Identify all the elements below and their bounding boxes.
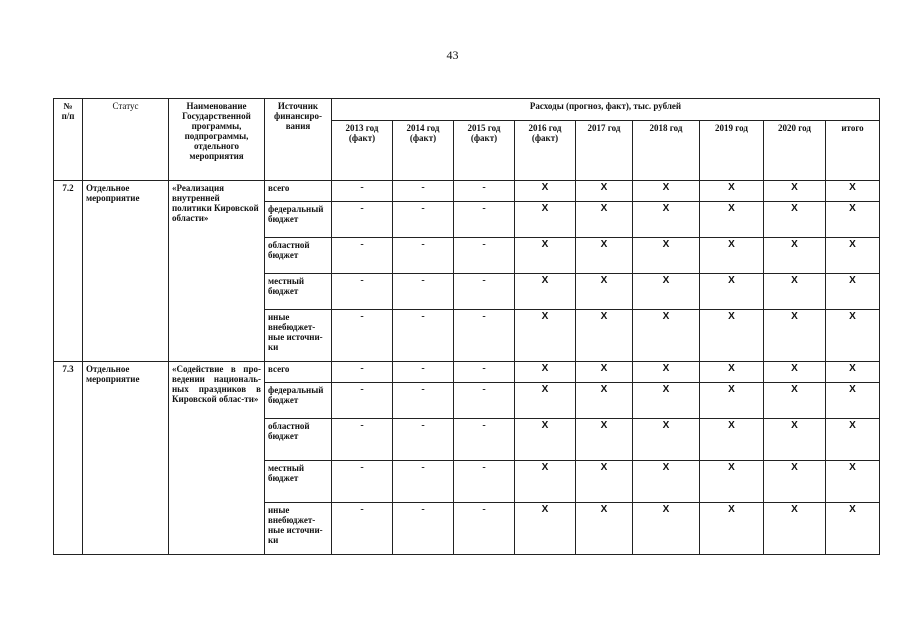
expense-cell: -	[393, 181, 454, 202]
row-status: Отдельное мероприятие	[83, 362, 169, 555]
header-source: Источник финансиро-вания	[265, 99, 332, 181]
funding-source: иные внебюджет-ные источни-ки	[265, 503, 332, 555]
expense-cell: X	[826, 461, 880, 503]
expense-cell: X	[515, 362, 576, 383]
expense-cell: X	[700, 202, 764, 238]
budget-table	[53, 98, 880, 555]
expense-cell: -	[393, 274, 454, 310]
expense-cell: X	[826, 310, 880, 362]
expense-cell: X	[764, 461, 826, 503]
expense-cell: X	[515, 419, 576, 461]
expense-cell: -	[454, 238, 515, 274]
header-name: Наименование Государственной программы, подпрограммы, отдельного мероприятия	[169, 99, 265, 181]
expense-cell: X	[576, 274, 633, 310]
expense-cell: X	[764, 362, 826, 383]
expense-cell: X	[764, 419, 826, 461]
expense-cell: X	[764, 310, 826, 362]
expense-cell: X	[764, 202, 826, 238]
expense-cell: -	[454, 274, 515, 310]
row-measure-name: «Содействие в про-ведении националь-ных праздников в Кировской облас-ти»	[169, 362, 265, 555]
expense-cell: X	[700, 362, 764, 383]
expense-cell: -	[332, 238, 393, 274]
expense-cell: X	[515, 310, 576, 362]
expense-cell: -	[454, 383, 515, 419]
expense-cell: X	[576, 181, 633, 202]
expense-cell: X	[576, 419, 633, 461]
expense-cell: X	[633, 202, 700, 238]
expense-cell: X	[633, 383, 700, 419]
header-num: № п/п	[54, 99, 83, 181]
expense-cell: X	[515, 181, 576, 202]
expense-cell: -	[393, 461, 454, 503]
expense-cell: -	[454, 310, 515, 362]
expense-cell: -	[393, 362, 454, 383]
header-year: 2016 год (факт)	[515, 121, 576, 181]
funding-source: местный бюджет	[265, 461, 332, 503]
expense-cell: X	[700, 274, 764, 310]
expense-cell: X	[826, 362, 880, 383]
expense-cell: X	[826, 419, 880, 461]
expense-cell: X	[515, 274, 576, 310]
table-row	[54, 362, 880, 383]
funding-source: областной бюджет	[265, 238, 332, 274]
expense-cell: -	[332, 310, 393, 362]
expense-cell: X	[576, 503, 633, 555]
expense-cell: -	[332, 461, 393, 503]
expense-cell: X	[633, 461, 700, 503]
expense-cell: X	[576, 238, 633, 274]
funding-source: иные внебюджет-ные источни-ки	[265, 310, 332, 362]
expense-cell: X	[576, 202, 633, 238]
expense-cell: X	[515, 503, 576, 555]
expense-cell: -	[393, 419, 454, 461]
header-total: итого	[826, 121, 880, 181]
expense-cell: -	[454, 362, 515, 383]
expense-cell: X	[633, 310, 700, 362]
expense-cell: -	[332, 383, 393, 419]
expense-cell: X	[826, 503, 880, 555]
expense-cell: X	[515, 461, 576, 503]
expense-cell: X	[515, 202, 576, 238]
expense-cell: -	[393, 310, 454, 362]
expense-cell: X	[515, 238, 576, 274]
expense-cell: X	[700, 383, 764, 419]
expense-cell: X	[764, 383, 826, 419]
expense-cell: X	[826, 274, 880, 310]
expense-cell: -	[332, 419, 393, 461]
expense-cell: X	[700, 310, 764, 362]
expense-cell: -	[454, 503, 515, 555]
expense-cell: X	[700, 181, 764, 202]
header-year: 2017 год	[576, 121, 633, 181]
expense-cell: X	[633, 274, 700, 310]
expense-cell: X	[700, 419, 764, 461]
expense-cell: -	[454, 202, 515, 238]
expense-cell: X	[633, 362, 700, 383]
expense-cell: X	[764, 238, 826, 274]
expense-cell: X	[633, 503, 700, 555]
page-number: 43	[446, 48, 459, 62]
expense-cell: -	[332, 202, 393, 238]
header-year: 2019 год	[700, 121, 764, 181]
expense-cell: X	[826, 238, 880, 274]
expense-cell: X	[764, 503, 826, 555]
row-number: 7.3	[54, 362, 83, 555]
expense-cell: X	[700, 461, 764, 503]
row-measure-name: «Реализация внутренней политики Кировской области»	[169, 181, 265, 362]
expense-cell: -	[454, 461, 515, 503]
header-year: 2020 год	[764, 121, 826, 181]
expense-cell: X	[576, 383, 633, 419]
expense-cell: X	[700, 238, 764, 274]
expense-cell: -	[454, 181, 515, 202]
expense-cell: X	[633, 419, 700, 461]
expense-cell: -	[332, 503, 393, 555]
expense-cell: -	[393, 503, 454, 555]
header-year: 2015 год (факт)	[454, 121, 515, 181]
expense-cell: X	[633, 181, 700, 202]
funding-source: местный бюджет	[265, 274, 332, 310]
funding-source: федеральный бюджет	[265, 383, 332, 419]
expense-cell: X	[764, 181, 826, 202]
expense-cell: -	[393, 238, 454, 274]
expense-cell: -	[393, 383, 454, 419]
expense-cell: X	[576, 461, 633, 503]
row-status: Отдельное мероприятие	[83, 181, 169, 362]
expense-cell: X	[826, 181, 880, 202]
expense-cell: X	[764, 274, 826, 310]
header-year: 2014 год (факт)	[393, 121, 454, 181]
expense-cell: X	[633, 238, 700, 274]
expense-cell: -	[332, 181, 393, 202]
expense-cell: X	[576, 362, 633, 383]
header-year: 2013 год (факт)	[332, 121, 393, 181]
header-year: 2018 год	[633, 121, 700, 181]
expense-cell: -	[454, 419, 515, 461]
expense-cell: X	[700, 503, 764, 555]
funding-source: областной бюджет	[265, 419, 332, 461]
expense-cell: X	[515, 383, 576, 419]
row-number: 7.2	[54, 181, 83, 362]
funding-source: всего	[265, 181, 332, 202]
header-status: Статус	[83, 99, 169, 181]
funding-source: федеральный бюджет	[265, 202, 332, 238]
funding-source: всего	[265, 362, 332, 383]
header-expenses: Расходы (прогноз, факт), тыс. рублей	[332, 99, 880, 121]
expense-cell: X	[826, 202, 880, 238]
expense-cell: X	[576, 310, 633, 362]
expense-cell: -	[332, 274, 393, 310]
expense-cell: -	[332, 362, 393, 383]
expense-cell: X	[826, 383, 880, 419]
table-row	[54, 181, 880, 202]
expense-cell: -	[393, 202, 454, 238]
